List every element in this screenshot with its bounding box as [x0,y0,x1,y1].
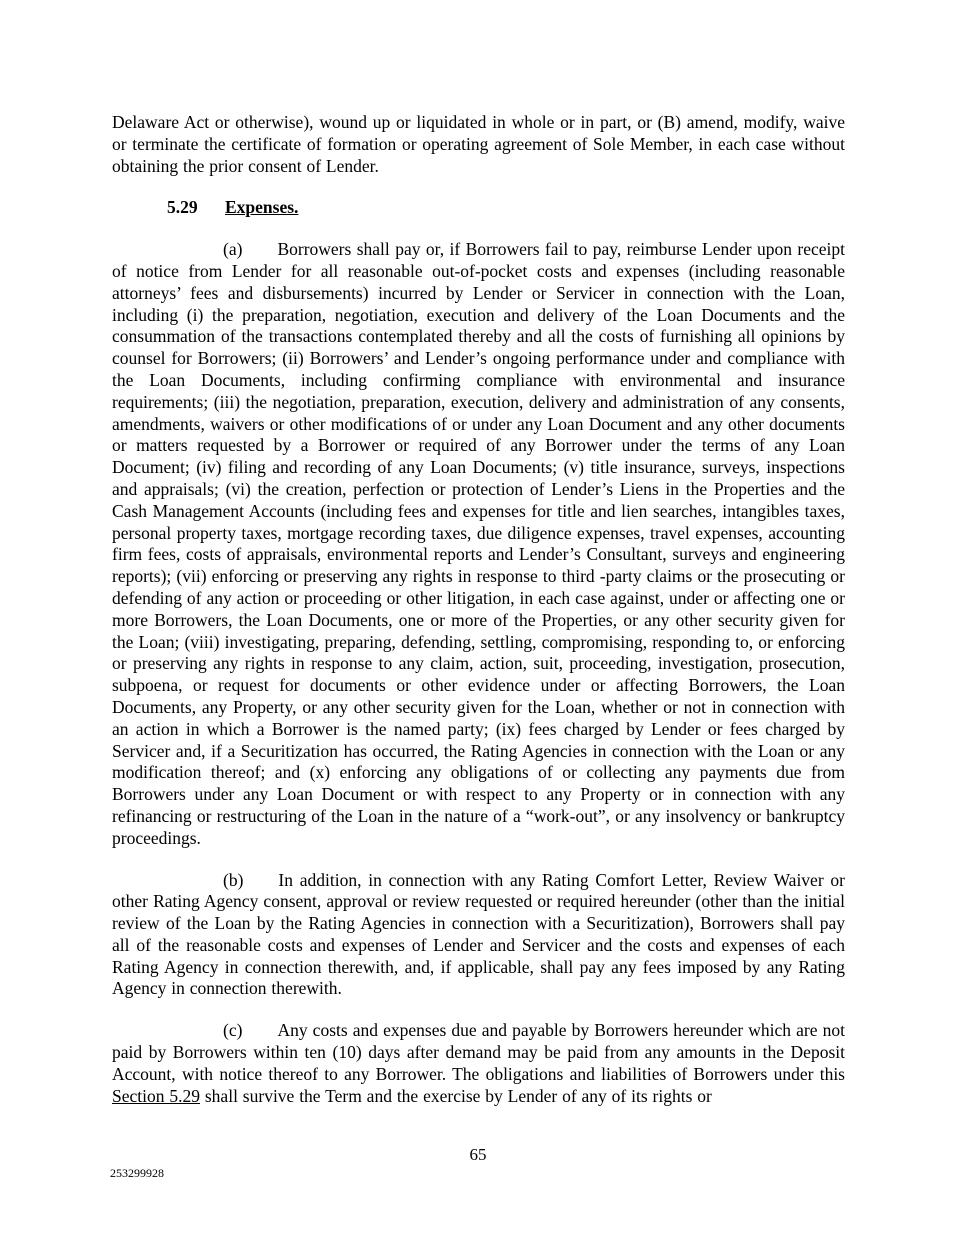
paragraph-b-label: (b) [223,869,244,890]
paragraph-c-label: (c) [223,1020,243,1041]
paragraph-a [112,239,845,849]
page-content [112,112,845,1107]
paragraph-b-text: In addition, in connection with any Rating Comfort Letter, Review Waiver or other Rating Agency consent, approval or review requested or required hereunder (other than the initial review of the Loan by the Rating Agencies in connection with a Securitization), Borrowers shall pay all of the reasonable costs and expenses of Lender and Servicer and the costs and expenses of each Rating Agency in connection therewith, and, if applicable, shall pay any fees imposed by any Rating Agency in connection therewith. [112,869,845,999]
section-number: 5.29 [167,197,198,218]
section-cross-reference: Section 5.29 [112,1085,200,1106]
section-title: Expenses. [225,197,299,218]
document-number: 253299928 [110,1166,164,1180]
paragraph-c-text-after: shall survive the Term and the exercise by Lender of any of its rights or [200,1085,712,1106]
section-heading [167,197,845,219]
paragraph-a-text: Borrowers shall pay or, if Borrowers fail to pay, reimburse Lender upon receipt of notice from Lender for all reasonable out-of-pocket costs and expenses (including reasonable attorneys’ fees and disbursements) incurred by Lender or Servicer in connection with the Loan, including (i) the preparation, negotiation, execution and delivery of the Loan Documents and the consummation of the transactions contemplated thereby and all the costs of furnishing all opinions by counsel for Borrowers; (ii) Borrowers’ and Lender’s ongoing performance under and compliance with the Loan Documents, including confirming compliance with environmental and insurance requirements; (iii) the negotiation, preparation, execution, delivery and administration of any consents, amendments, waivers or other modifications of or under any Loan Document and any other documents or matters requested by a Borrower or required of any Borrower under the terms of any Loan Document; (iv) filing and recording of any Loan Documents; (v) title insurance, surveys, inspections and appraisals; (vi) the creation, perfection or protection of Lender’s Liens in the Properties and the Cash Management Accounts (including fees and expenses for title and lien searches, intangibles taxes, personal property taxes, mortgage recording taxes, due diligence expenses, travel expenses, accounting firm fees, costs of appraisals, environmental reports and Lender’s Consultant, surveys and engineering reports); (vii) enforcing or preserving any rights in response to third -party claims or the prosecuting or defending of any action or proceeding or other litigation, in each case against, under or affecting one or more Borrowers, the Loan Documents, one or more of the Properties, or any other security given for the Loan; (viii) investigating, preparing, defending, settling, compromising, responding to, or enforcing or preserving any rights in response to any claim, action, suit, proceeding, investigation, prosecution, subpoena, or request for documents or other evidence under or affecting Borrowers, the Loan Documents, any Property, or any other security given for the Loan, whether or not in connection with an action in which a Borrower is the named party; (ix) fees charged by Lender or fees charged by Servicer and, if a Securitization has occurred, the Rating Agencies in connection with the Loan or any modification thereof; and (x) enforcing any obligations of or collecting any payments due from Borrowers under any Loan Document or with respect to any Property or in connection with any refinancing or restructuring of the Loan in the nature of a “work-out”, or any insolvency or bankruptcy proceedings. [112,239,845,848]
paragraph-c-text-before: Any costs and expenses due and payable by Borrowers hereunder which are not paid by Borrowers within ten (10) days after demand may be paid from any amounts in the Deposit Account, with notice thereof to any Borrower. The obligations and liabilities of Borrowers under this [112,1020,845,1084]
paragraph-a-label: (a) [223,239,243,260]
paragraph-c [112,1020,845,1107]
continuation-paragraph: Delaware Act or otherwise), wound up or liquidated in whole or in part, or (B) amend, modify, waive or terminate the certificate of formation or operating agreement of Sole Member, in each case without obtaining the prior consent of Lender. [112,112,845,176]
paragraph-b [112,870,845,1001]
page-number: 65 [469,1145,487,1164]
